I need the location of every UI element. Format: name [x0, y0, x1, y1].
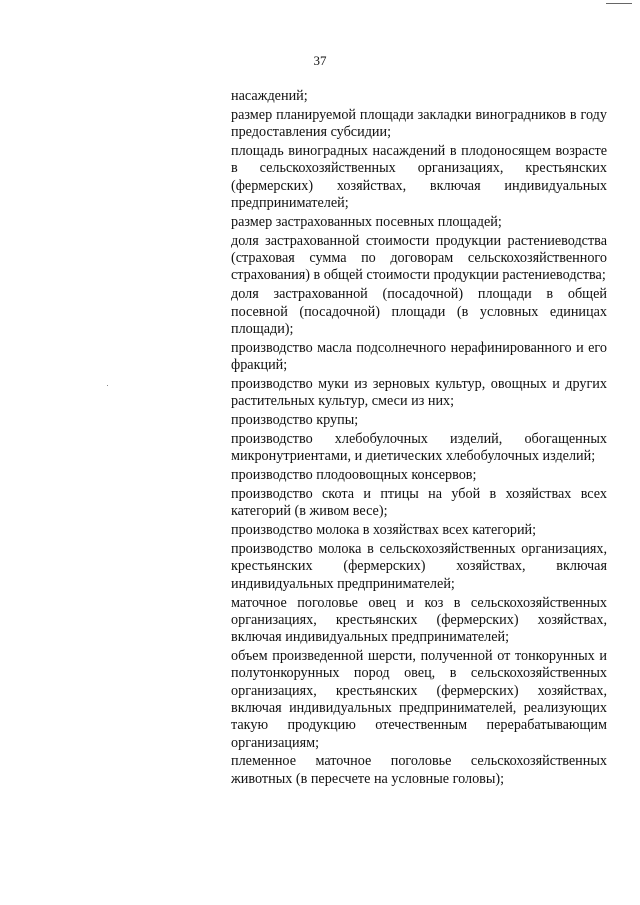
list-item: размер планируемой площади закладки виноградников в году предоставления субсидии; — [231, 106, 607, 141]
list-item: доля застрахованной стоимости продукции растениеводства (страховая сумма по договорам сельскохозяйственного страхования) в общей стоимости продукции растениеводства; — [231, 232, 607, 284]
list-item: насаждений; — [231, 88, 308, 104]
scan-speck — [107, 385, 108, 386]
list-item: объем произведенной шерсти, полученной от тонкорунных и полутонкорунных пород овец, в сельскохозяйственных организациях, крестьянских (фермерских) хозяйствах, включая индивидуальных предпринимателей, реализующих такую продукцию отечественным перерабатывающим организациям; — [231, 648, 607, 751]
list-item: доля застрахованной (посадочной) площади в общей посевной (посадочной) площади (в условных единицах площади); — [231, 286, 607, 337]
list-item: племенное маточное поголовье сельскохозяйственных животных (в пересчете на условные головы); — [231, 753, 607, 787]
list-item: производство масла подсолнечного нерафинированного и его фракций; — [231, 339, 607, 374]
list-item: производство молока в сельскохозяйственных организациях, крестьянских (фермерских) хозяйствах, включая индивидуальных предпринимателей; — [231, 541, 607, 592]
list-item: производство молока в хозяйствах всех категорий; — [231, 522, 537, 539]
page-number: 37 — [313, 53, 327, 68]
list-item: производство скота и птицы на убой в хозяйствах всех категорий (в живом весе); — [231, 486, 607, 520]
list-body — [231, 88, 607, 790]
list-item: производство крупы; — [231, 412, 359, 429]
list-item: маточное поголовье овец и коз в сельскохозяйственных организациях, крестьянских (фермерских) хозяйствах, включая индивидуальных предпринимателей; — [231, 594, 607, 646]
list-item: производство муки из зерновых культур, овощных и других растительных культур, смеси из них; — [231, 375, 607, 410]
list-item: производство хлебобулочных изделий, обогащенных микронутриентами, и диетических хлебобулочных изделий; — [231, 430, 607, 465]
scan-corner-mark — [606, 0, 632, 4]
list-item: размер застрахованных посевных площадей; — [231, 213, 502, 230]
list-item: производство плодоовощных консервов; — [231, 467, 477, 484]
list-item: площадь виноградных насаждений в плодоносящем возрасте в сельскохозяйственных организациях, крестьянских (фермерских) хозяйствах, включая индивидуальных предпринимателей; — [231, 143, 607, 211]
